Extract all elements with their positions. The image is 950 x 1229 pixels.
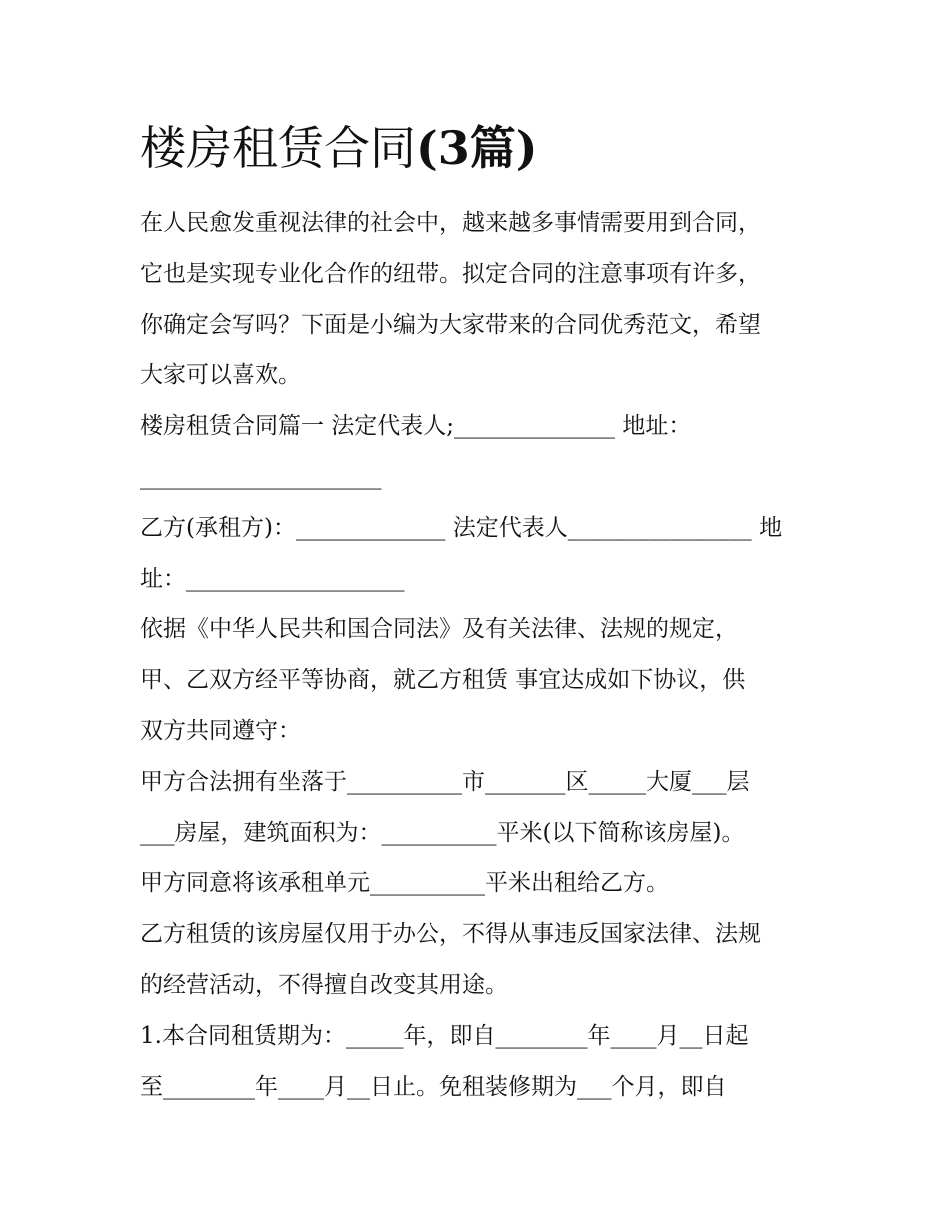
body-line: 甲方合法拥有坐落于__________市_______区_____大厦___层 (140, 768, 750, 795)
document-body (140, 198, 820, 1112)
body-line: ___房屋，建筑面积为：__________平米(以下简称该房屋)。 (140, 819, 745, 846)
body-line: 在人民愈发重视法律的社会中，越来越多事情需要用到合同， (140, 210, 761, 236)
body-line: 它也是实现专业化合作的纽带。拟定合同的注意事项有许多， (140, 260, 761, 287)
body-line: 双方共同遵守： (140, 717, 301, 744)
title-suffix: (3篇) (416, 121, 538, 175)
body-line: 你确定会写吗？下面是小编为大家带来的合同优秀范文，希望 (140, 311, 761, 338)
body-line: 至________年____月__日止。免租装修期为___个月，即自 (140, 1073, 727, 1100)
body-line: 甲方同意将该承租单元__________平米出租给乙方。 (140, 870, 669, 897)
body-line: _____________________ (140, 463, 382, 490)
body-line: 址：___________________ (140, 565, 405, 592)
body-line: 的经营活动，不得擅自改变其用途。 (140, 971, 508, 998)
body-line: 楼房租赁合同篇一 法定代表人;______________ 地址： (140, 413, 692, 440)
body-line: 大家可以喜欢。 (140, 362, 301, 389)
body-line: 乙方(承租方)：_____________ 法定代表人________________ 地 (140, 514, 783, 541)
body-line: 乙方租赁的该房屋仅用于办公，不得从事违反国家法律、法规 (140, 921, 761, 948)
body-line: 1.本合同租赁期为：_____年，即自________年____月__日起 (140, 1022, 749, 1049)
body-line: 依据《中华人民共和国合同法》及有关法律、法规的规定， (140, 616, 738, 643)
body-line: 甲、乙双方经平等协商，就乙方租赁 事宜达成如下协议，供 (140, 667, 746, 694)
title-main: 楼房租赁合同 (140, 121, 416, 175)
document-title (140, 112, 538, 184)
